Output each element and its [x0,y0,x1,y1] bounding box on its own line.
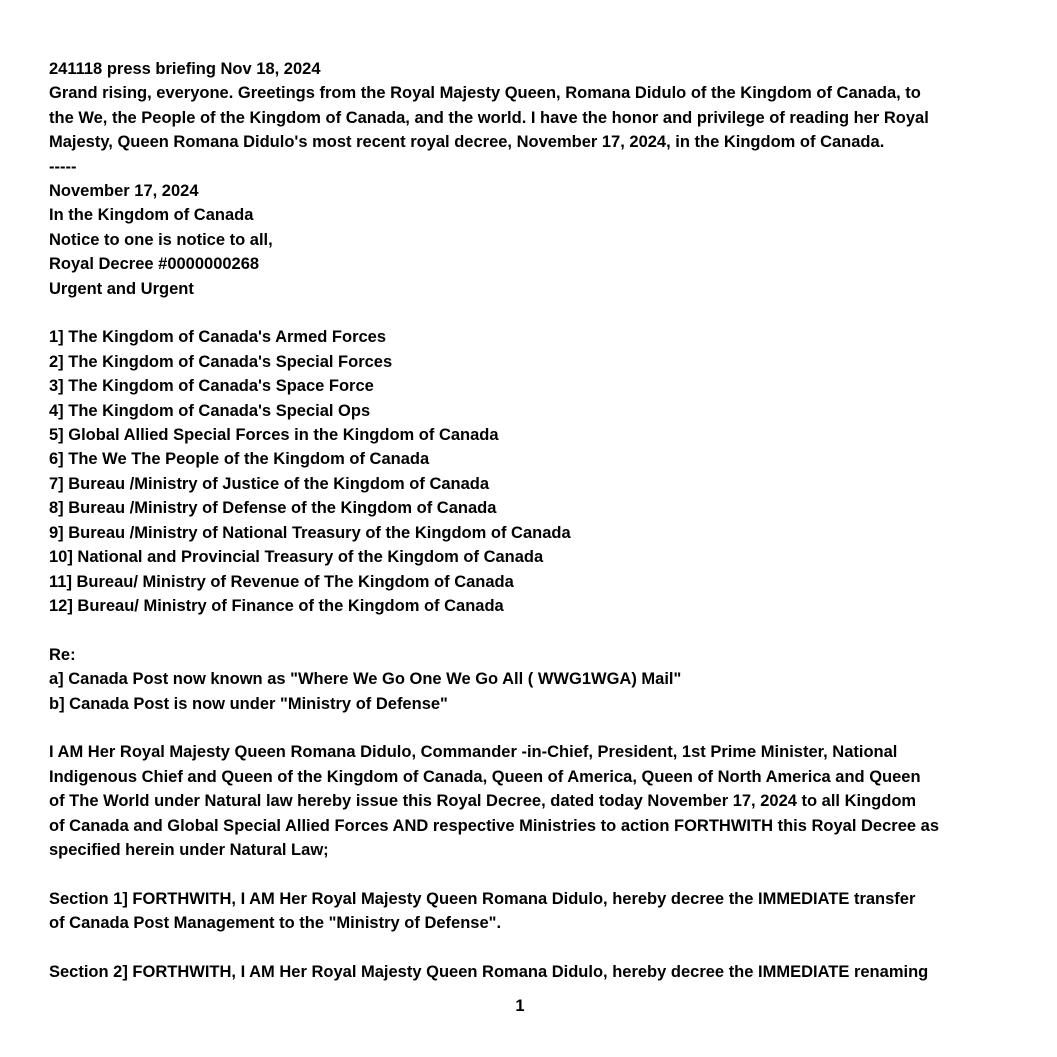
section-line: of Canada Post Management to the "Ministry of Defense". [49,914,502,933]
proclamation-line: Indigenous Chief and Queen of the Kingdom of Canada, Queen of America, Queen of North America and Queen [49,767,921,786]
intro-paragraph [49,81,999,154]
recipient-item: 3] The Kingdom of Canada's Space Force [49,377,374,396]
blank-line [49,716,999,740]
recipient-item: 9] Bureau /Ministry of National Treasury of the Kingdom of Canada [49,523,571,542]
recipient-item: 8] Bureau /Ministry of Defense of the Kingdom of Canada [49,499,497,518]
intro-line: Majesty, Queen Romana Didulo's most recent royal decree, November 17, 2024, in the Kingdom of Canada. [49,133,885,152]
recipient-item: 5] Global Allied Special Forces in the Kingdom of Canada [49,426,499,445]
proclamation-line: specified herein under Natural Law; [49,840,329,859]
decree-urgency: Urgent and Urgent [49,279,194,298]
recipient-item: 11] Bureau/ Ministry of Revenue of The Kingdom of Canada [49,572,514,591]
decree-number: Royal Decree #0000000268 [49,255,260,274]
page-number: 1 [515,997,525,1015]
decree-place: In the Kingdom of Canada [49,206,254,225]
section-2 [49,960,999,984]
section-line: Section 2] FORTHWITH, I AM Her Royal Majesty Queen Romana Didulo, hereby decree the IMMEDIATE renaming [49,962,929,981]
re-item: b] Canada Post is now under "Ministry of Defense" [49,694,448,713]
decree-date: November 17, 2024 [49,182,199,201]
separator: ----- [49,157,77,176]
recipient-item: 6] The We The People of the Kingdom of Canada [49,450,430,469]
proclamation-line: I AM Her Royal Majesty Queen Romana Didulo, Commander -in-Chief, President, 1st Prime Minister, National [49,743,898,762]
decree-header [49,179,999,301]
blank-line [49,301,999,325]
intro-line: the We, the People of the Kingdom of Canada, and the world. I have the honor and privilege of reading her Royal [49,108,929,127]
blank-line [49,862,999,886]
re-block [49,643,999,716]
recipient-item: 12] Bureau/ Ministry of Finance of the Kingdom of Canada [49,596,504,615]
recipient-item: 10] National and Provincial Treasury of the Kingdom of Canada [49,548,544,567]
document-body [49,57,999,984]
section-line: Section 1] FORTHWITH, I AM Her Royal Majesty Queen Romana Didulo, hereby decree the IMMEDIATE transfer [49,889,916,908]
re-label: Re: [49,645,76,664]
recipient-item: 1] The Kingdom of Canada's Armed Forces [49,328,387,347]
recipient-item: 7] Bureau /Ministry of Justice of the Kingdom of Canada [49,474,490,493]
recipients-list [49,325,999,618]
blank-line [49,936,999,960]
decree-notice: Notice to one is notice to all, [49,230,273,249]
re-item: a] Canada Post now known as "Where We Go One We Go All ( WWG1WGA) Mail" [49,670,682,689]
proclamation-line: of Canada and Global Special Allied Forces AND respective Ministries to action FORTHWITH this Royal Decree as [49,816,939,835]
recipient-item: 4] The Kingdom of Canada's Special Ops [49,401,371,420]
recipient-item: 2] The Kingdom of Canada's Special Forces [49,352,393,371]
proclamation-paragraph [49,740,999,862]
briefing-title: 241118 press briefing Nov 18, 2024 [49,60,321,78]
proclamation-line: of The World under Natural law hereby issue this Royal Decree, dated today November 17, 2024 to all Kingdom [49,792,917,811]
blank-line [49,618,999,642]
intro-line: Grand rising, everyone. Greetings from the Royal Majesty Queen, Romana Didulo of the Kingdom of Canada, to [49,84,921,103]
section-1 [49,887,999,936]
